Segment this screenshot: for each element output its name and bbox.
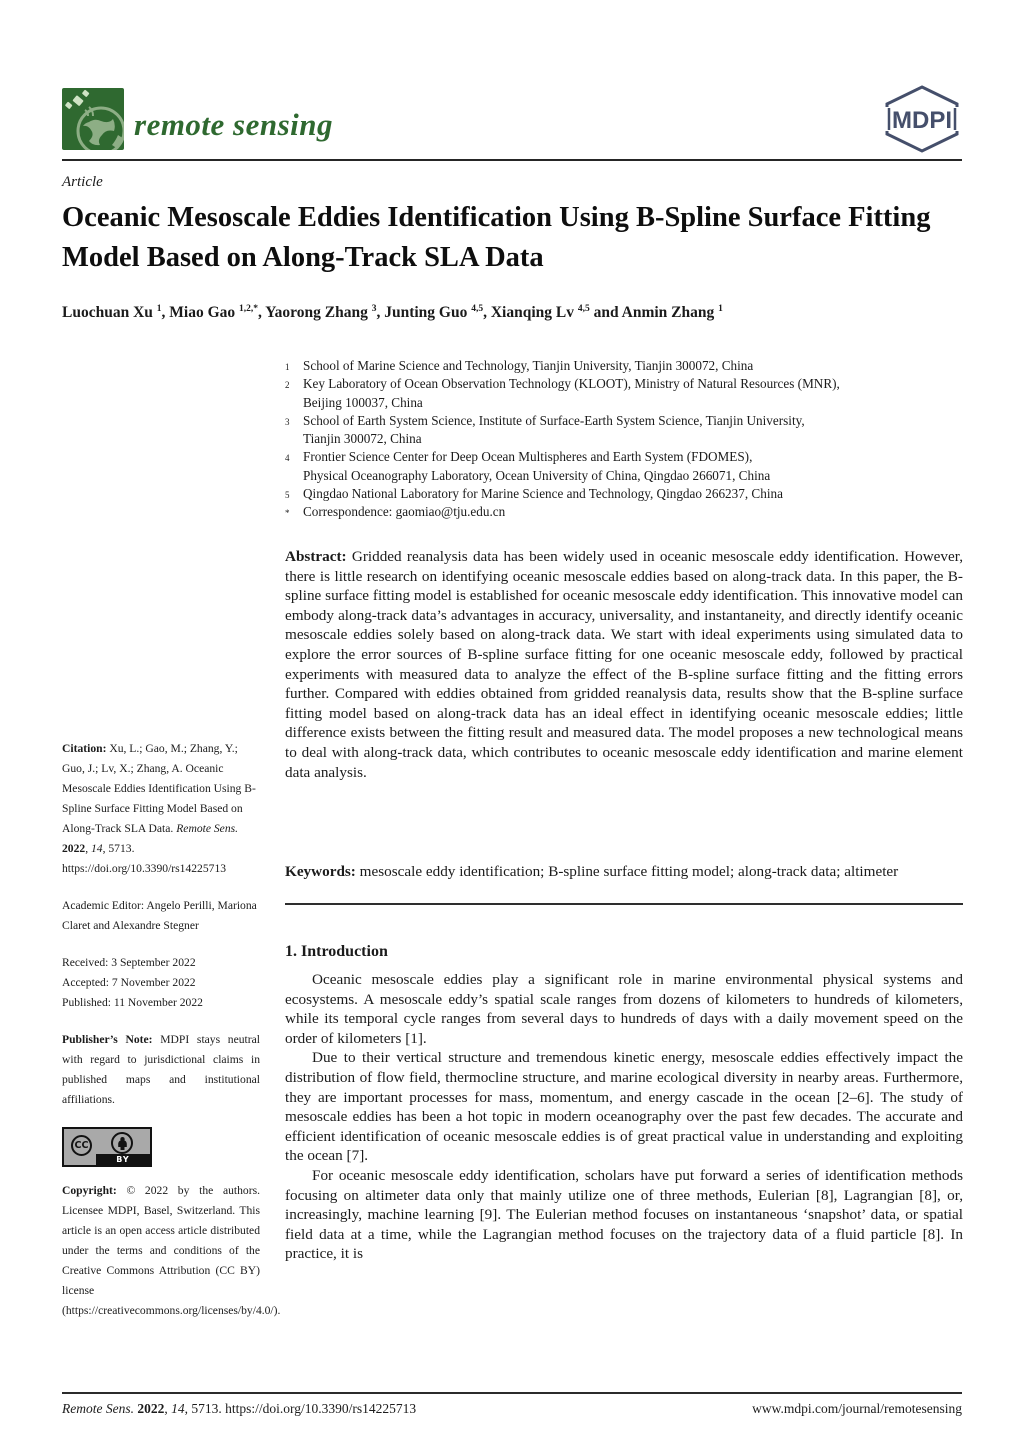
copyright-label: Copyright: <box>62 1184 127 1197</box>
cc-license-badge[interactable] <box>62 1127 152 1167</box>
author-affiliation-sup: 1 <box>156 304 162 314</box>
text-segment: , 5713. <box>102 842 135 855</box>
publishers-note-label: Publisher’s Note: <box>62 1033 161 1046</box>
section-heading-introduction: 1. Introduction <box>285 943 388 960</box>
text-segment: Remote Sens. <box>176 822 239 835</box>
citation-reference <box>62 742 256 875</box>
abstract-text: Gridded reanalysis data has been widely used in oceanic mesoscale eddy identification. However, there is little research on identifying oceanic mesoscale eddies based on along-track data. In this paper, the B-spline surface fitting model is established for oceanic mesoscale eddy identification. This innovative model can embody along-track data’s advantages in accuracy, universality, and instantaneity, and directly identify oceanic mesoscale eddies solely based on along-track data. We start with ideal experiments using simulated data to explore the error sources of B-spline surface fitting for one oceanic mesoscale eddy, followed by practical experiments with measured data to analyze the effect of the B-spline surface fitting and the fitting errors further. Compared with eddies obtained from gridded reanalysis data, results show that the B-spline surface fitting model based on along-track data has an ideal effect in identifying oceanic mesoscale eddies; little difference exists between the fitting result and measured data. The model proposes a new technological means to deal with along-track data, which contributes to oceanic mesoscale eddy identification and marine element data analysis. <box>285 548 963 781</box>
mdpi-hexagon-icon <box>874 84 970 154</box>
author-affiliation-sup: 1 <box>718 304 723 314</box>
keywords-divider <box>285 903 963 905</box>
text-segment: 14 <box>90 842 103 855</box>
author-affiliation-sup: 3 <box>371 304 377 314</box>
paragraph: Oceanic mesoscale eddies play a significant role in marine environmental physical systems and ecosystems. A mesoscale eddy’s spatial scale ranges from dozens of kilometers to hundreds of kilometers, while its temporal cycle ranges from several days to hundreds of days with a daily movement speed on the order of kilometers [1]. <box>285 971 963 1047</box>
text-segment: , <box>85 842 91 855</box>
author-affiliation-sup: 1,2,* <box>239 304 259 314</box>
header-rule <box>62 159 962 161</box>
person-icon <box>111 1132 133 1154</box>
affiliation-marker: 5 <box>285 490 290 501</box>
citation-block <box>62 739 260 879</box>
affiliation-item <box>285 485 940 503</box>
footer-rule <box>62 1392 962 1394</box>
accepted-date: Accepted: 7 November 2022 <box>62 976 196 989</box>
citation-label: Citation: <box>62 742 110 755</box>
affiliation-item <box>285 412 940 449</box>
affiliation-text: Key Laboratory of Ocean Observation Technology (KLOOT), Ministry of Natural Resources (MNR), Beijing 100037, China <box>303 376 840 410</box>
affiliation-item <box>285 357 940 375</box>
sidebar <box>62 739 281 1338</box>
affiliation-marker: * <box>285 508 290 519</box>
academic-editor-note: Academic Editor: Angelo Perilli, Mariona Claret and Alexandre Stegner <box>62 899 257 932</box>
text-segment: 2022 <box>62 842 86 855</box>
affiliation-text: Frontier Science Center for Deep Ocean Multispheres and Earth System (FDOMES), Physical Oceanography Laboratory, Ocean University of China, Qingdao 266071, China <box>303 449 771 483</box>
affiliation-marker: 4 <box>285 453 290 464</box>
affiliation-marker: 1 <box>285 362 290 372</box>
publishers-note <box>62 1030 260 1110</box>
affiliation-text: School of Earth System Science, Institute of Surface-Earth System Science, Tianjin University, Tianjin 300072, China <box>303 412 805 447</box>
page-footer <box>62 1401 962 1417</box>
paragraph: For oceanic mesoscale eddy identification, scholars have put forward a series of identification methods focusing on altimeter data only that mainly utilize one of three methods, Eulerian [8], Lagrangian [8], or, increasingly, machine learning [9]. The Eulerian method focuses on instantaneous ‘snapshot’ data, or spatial field data at a time, while the Lagrangian method focuses on the trajectory data of a fluid particle [8]. In practice, it is <box>285 1166 963 1263</box>
affiliation-item <box>285 448 940 485</box>
affiliation-item <box>285 503 940 521</box>
text-segment: , 5713. <box>184 1401 226 1416</box>
by-label: BY <box>96 1154 150 1165</box>
paragraph: Due to their vertical structure and tremendous kinetic energy, mesoscale eddies effectively impact the distribution of flow field, thermocline structure, and marine ecological diversity in nearby areas. Furthermore, they are important processes for mass, momentum, and energy cascade in the ocean [2–6]. The study of mesoscale eddies has been a hot topic in modern oceanography over the past few decades. The accurate and efficient identification of oceanic mesoscale eddies is of great practical value in understanding and exploiting the ocean [7]. <box>285 1049 963 1165</box>
mdpi-logo <box>874 84 970 159</box>
article-title: Oceanic Mesoscale Eddies Identification Using B-Spline Surface Fitting Model Based on Along-Track SLA Data <box>62 202 931 273</box>
journal-logo <box>62 88 333 155</box>
satellite-globe-icon <box>62 88 124 155</box>
affiliation-text: School of Marine Science and Technology, Tianjin University, Tianjin 300072, China <box>303 358 754 373</box>
abstract-label: Abstract: <box>285 548 352 565</box>
article-type-label: Article <box>62 174 103 190</box>
keywords-label: Keywords: <box>285 863 360 880</box>
text-segment: Xu, L.; Gao, M.; Zhang, Y.; Guo, J.; Lv, X.; Zhang, A. Oceanic Mesoscale Eddies Identification Using B-Spline Surface Fitting Model Based on Along-Track SLA Data. <box>62 742 256 835</box>
text-segment: 2022 <box>137 1401 165 1416</box>
keywords-block <box>285 862 963 882</box>
published-date: Published: 11 November 2022 <box>62 996 203 1009</box>
dates-block <box>62 953 260 1013</box>
copyright-text: © 2022 by the authors. Licensee MDPI, Basel, Switzerland. This article is an open access article distributed under the terms and conditions of the Creative Commons Attribution (CC BY) license (https://creativecommons.org/licenses/by/4.0/). <box>62 1184 281 1317</box>
author-affiliation-sup: 4,5 <box>471 304 484 314</box>
footer-citation <box>62 1401 416 1417</box>
affiliation-marker: 3 <box>285 416 290 427</box>
cc-icon: CC <box>71 1135 92 1156</box>
text-segment: , <box>164 1401 172 1416</box>
affiliation-marker: 2 <box>285 380 290 391</box>
copyright-block <box>62 1181 281 1321</box>
text-segment: 14 <box>171 1401 185 1416</box>
footer-doi-link[interactable]: https://doi.org/10.3390/rs14225713 <box>225 1401 417 1416</box>
footer-journal-url[interactable]: www.mdpi.com/journal/remotesensing <box>752 1401 962 1416</box>
author-affiliation-sup: 4,5 <box>577 304 590 314</box>
text-segment: Remote Sens. <box>62 1401 138 1416</box>
affiliation-text: Correspondence: gaomiao@tju.edu.cn <box>303 504 506 520</box>
introduction-paragraphs <box>285 970 963 1264</box>
affiliation-item <box>285 375 940 412</box>
affiliation-text: Qingdao National Laboratory for Marine Science and Technology, Qingdao 266237, China <box>303 486 783 502</box>
abstract-block <box>285 547 963 782</box>
publishers-note-text: MDPI stays neutral with regard to jurisdictional claims in published maps and institutional affiliations. <box>62 1033 260 1106</box>
authors-line: Luochuan Xu $^1$, Miao Gao $^{1,2,*}$, Yaorong Zhang $^3$, Junting Guo $^{4,5}$, Xianqing Lv $^{4,5}$ and Anmin Zhang $^1$ <box>62 304 723 322</box>
mdpi-logo-text: MDPI <box>892 107 952 134</box>
received-date: Received: 3 September 2022 <box>62 956 196 969</box>
keywords-text: mesoscale eddy identification; B-spline surface fitting model; along-track data; altimeter <box>359 863 899 880</box>
citation-doi-link[interactable]: https://doi.org/10.3390/rs14225713 <box>62 862 227 875</box>
journal-name: remote sensing <box>134 106 334 142</box>
affiliations-list <box>285 357 940 522</box>
